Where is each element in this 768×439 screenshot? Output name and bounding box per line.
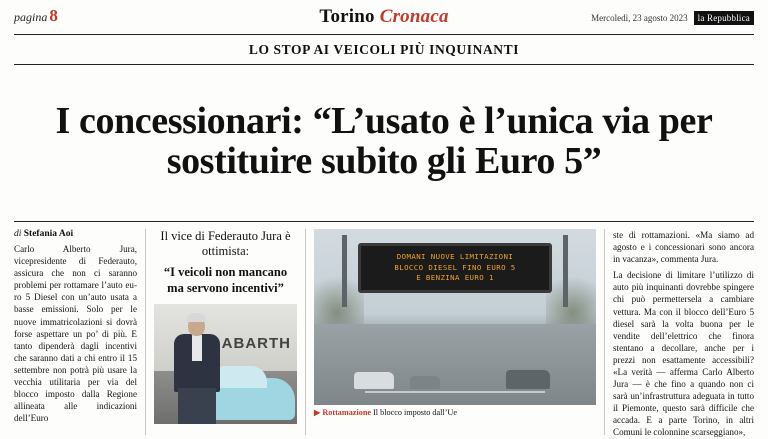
dateline <box>591 11 754 25</box>
paragraph: La decisione di limitare l’utilizzo di auto più inquinanti dovrebbe spingere chi può permettersela a cambiare vettura. Ma con il blocco dell’Euro 5 diesel sarà la volta buona per le vendite dell’elettrico che finora stentano a decollare, anche per i prezzi non esattamente accessibili? «La verità — afferma Carlo Alberto Jura — è che fino a quando non ci sarà un’infrastruttura adeguata in tutto il Piemonte, questo sarà difficile che accada. E a parte Torino, in altri Comuni le colonnine scarseggiano», <box>613 270 754 438</box>
headline: I concessionari: “L’usato è l’unica via per sostituire subito gli Euro 5” <box>55 100 713 182</box>
byline-prefix: di <box>14 228 22 239</box>
caption-lead: Rottamazione <box>322 407 372 417</box>
photo-car-a <box>354 372 394 389</box>
photo-dealer-portrait <box>154 304 297 424</box>
column-second <box>146 229 306 435</box>
photo-lane-marking <box>365 391 545 393</box>
page-folio <box>14 6 58 26</box>
photo-highway-gantry <box>314 229 596 405</box>
article-columns <box>14 221 754 438</box>
vms-line-1: DOMANI NUOVE LIMITAZIONI <box>396 251 514 261</box>
byline <box>14 229 137 239</box>
subhead: Il vice di Federauto Jura è ottimista: <box>160 228 291 259</box>
photo-car-b <box>410 376 440 389</box>
photo-person-hair <box>187 313 206 322</box>
photo-gantry-post-left <box>342 235 347 307</box>
vms-line-2: BLOCCO DIESEL FINO EURO 5 <box>394 262 516 272</box>
pullquote: “I veicoli non mancano ma servono incentivi” <box>163 265 288 295</box>
kicker-divider <box>14 64 754 65</box>
paragraph: Carlo Alberto Jura, vicepresidente di Federauto, assicura che non ci saranno problemi per rottamare l’auto euro 5 Diesel con un’auto usata a basse emissioni. Solo per le nuove immatricolazioni si dovrà forse aspettare un po’ di più. E tanto dipenderà dagli incentivi che saranno dati a chi entro il 15 settembre non potrà più usare la vecchia utilitaria per via del blocco imposto dalla Regione allineata alle indicazioni dell’Euro <box>14 243 137 424</box>
photo-person-shirt <box>192 335 202 361</box>
publication-brand: la Repubblica <box>694 11 754 25</box>
folio-label: pagina <box>14 10 48 24</box>
kicker: LO STOP AI VEICOLI PIÙ INQUINANTI <box>248 42 520 57</box>
paragraph: ste di rottamazioni. «Ma siamo ad agosto e i concessionari sono ancora in vacanza», commenta Jura. <box>613 229 754 265</box>
masthead <box>14 0 754 30</box>
caption-text: Il blocco imposto dall’Ue <box>373 407 457 417</box>
folio-number: 8 <box>49 6 58 25</box>
photo-car-c <box>506 370 550 389</box>
photo-caption <box>314 408 596 418</box>
byline-author: Stefania Aoi <box>23 228 74 239</box>
section-title-accent: Cronaca <box>379 6 449 27</box>
article-body-left <box>14 243 137 424</box>
section-title-main: Torino <box>319 6 375 27</box>
photo-brand-sign: ABARTH <box>221 335 291 353</box>
variable-message-sign <box>358 243 552 293</box>
photo-gantry-post-right <box>563 235 568 307</box>
publication-date: Mercoledì, 23 agosto 2023 <box>591 13 688 23</box>
column-right <box>604 229 754 438</box>
article-body-right <box>613 229 754 439</box>
caption-arrow-icon: ▶ <box>314 407 321 417</box>
vms-line-3: E BENZINA EURO 1 <box>416 273 494 283</box>
column-photo <box>306 229 604 435</box>
column-left <box>14 229 146 435</box>
photo-person-legs <box>178 388 216 424</box>
